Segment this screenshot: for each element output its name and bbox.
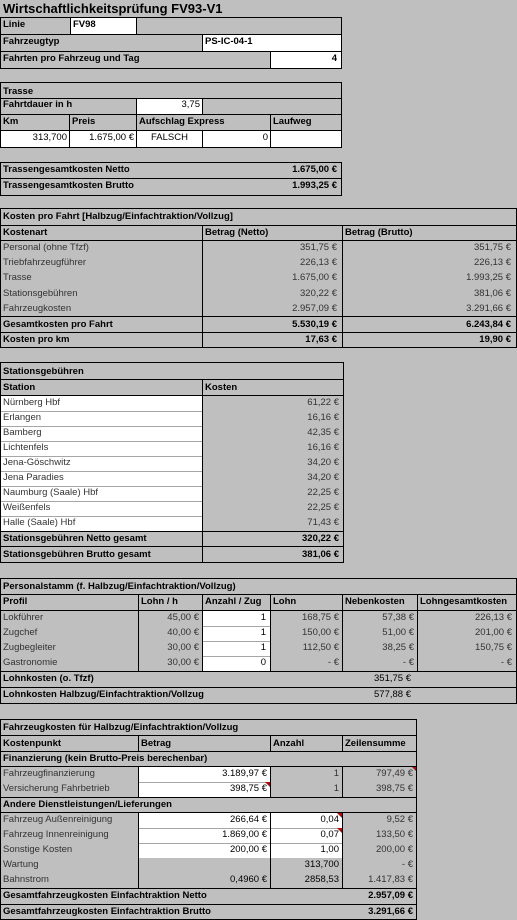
andere-row-anzahl: 313,700 (304, 859, 339, 870)
station-kosten: 34,20 € (307, 457, 339, 468)
grid-line (342, 735, 343, 752)
col-lohn: Lohn (273, 596, 297, 607)
linie-label: Linie (3, 19, 26, 30)
personal-anzahl[interactable]: 1 (260, 642, 266, 653)
andere-row-anzahl: 2858,53 (304, 874, 339, 885)
station-kosten: 71,43 € (307, 517, 339, 528)
grid-line (202, 98, 203, 115)
fahrten-label: Fahrten pro Fahrzeug und Tag (3, 53, 140, 64)
grid-line (0, 208, 517, 209)
personal-neben: - € (402, 657, 414, 668)
andere-row-anzahl[interactable]: 0,07 (320, 829, 339, 840)
fahrten-value[interactable]: 4 (331, 53, 337, 64)
personal-lohn-h: 40,00 € (167, 627, 199, 638)
personal-profil: Zugchef (3, 627, 38, 638)
personal-anzahl[interactable]: 0 (260, 657, 266, 668)
personal-gesamt: - € (500, 657, 512, 668)
col-profil: Profil (3, 596, 28, 607)
personal-anzahl[interactable]: 1 (260, 612, 266, 623)
station-kosten: 22,25 € (307, 487, 339, 498)
trasse-laufweg[interactable]: 0 (262, 132, 268, 143)
kosten-row-brutto: 3.291,66 € (466, 302, 511, 314)
stationen-netto-value: 320,22 € (302, 533, 339, 544)
fin-row-anzahl: 1 (333, 768, 339, 779)
station-name: Jena-Göschwitz (3, 457, 71, 468)
personal-neben: 38,25 € (382, 642, 414, 653)
grid-line (270, 735, 271, 752)
grid-line (416, 719, 417, 920)
grid-line (0, 178, 342, 179)
col-preis: Preis (72, 116, 96, 127)
col-km: Km (3, 116, 19, 127)
kosten-row-netto: 226,13 € (300, 257, 337, 269)
trasse-title: Trasse (3, 86, 34, 97)
fin-row-summe: 398,75 € (376, 783, 413, 794)
kosten-row-brutto: 381,06 € (474, 287, 511, 299)
fin-row-name: Fahrzeugfinanzierung (3, 768, 95, 779)
trasse-preis[interactable]: 1.675,00 € (89, 132, 134, 143)
station-kosten: 22,25 € (307, 502, 339, 513)
kosten-row-brutto: 226,13 € (474, 257, 511, 269)
grid-line (0, 82, 342, 83)
fin-row-name: Versicherung Fahrbetrieb (3, 783, 110, 794)
grid-line (0, 441, 202, 442)
station-name: Lichtenfels (3, 442, 49, 453)
grid-line (270, 51, 271, 68)
col-netto: Betrag (Netto) (205, 227, 269, 238)
grid-line (342, 766, 343, 798)
kosten-title: Kosten pro Fahrt [Halbzug/Einfachtraktion/Vollzug] (3, 211, 233, 222)
grid-line (136, 17, 137, 34)
andere-row-summe: 200,00 € (376, 844, 413, 855)
kosten-row-name: Fahrzeugkosten (3, 302, 72, 314)
personal-neben: 51,00 € (382, 627, 414, 638)
grid-line (0, 362, 1, 563)
kosten-row-netto: 1.675,00 € (292, 272, 337, 284)
col-nebenkosten: Nebenkosten (345, 596, 405, 607)
grid-line (0, 17, 1, 69)
station-name: Naumburg (Saale) Hbf (3, 487, 99, 498)
grid-line (0, 379, 344, 380)
grid-line (139, 843, 342, 844)
grid-line (0, 578, 1, 704)
grid-line (203, 656, 270, 657)
grid-line (0, 17, 342, 18)
kosten-km-brutto: 19,90 € (479, 334, 511, 345)
andere-row-name: Bahnstrom (3, 874, 49, 885)
kosten-row-netto: 2.957,09 € (292, 302, 337, 314)
grid-line (341, 162, 342, 196)
grid-line (139, 828, 342, 829)
fahrtdauer-label: Fahrtdauer in h (3, 99, 73, 110)
grid-line (0, 316, 517, 317)
trasse-brutto-value: 1.993,25 € (292, 180, 337, 191)
kosten-total-brutto: 6.243,84 € (466, 319, 511, 330)
andere-row-name: Sonstige Kosten (3, 844, 73, 855)
personal-profil: Zugbegleiter (3, 642, 56, 653)
grid-line (139, 782, 270, 783)
grid-line (0, 516, 202, 517)
kosten-row-netto: 320,22 € (300, 287, 337, 299)
grid-line (0, 426, 202, 427)
grid-line (0, 195, 342, 196)
lohnkosten-value: 351,75 € (374, 673, 411, 684)
grid-line (270, 766, 271, 798)
grid-line (0, 719, 417, 720)
station-name: Halle (Saale) Hbf (3, 517, 76, 528)
grid-line (138, 812, 139, 889)
col-fz-anzahl: Anzahl (273, 738, 305, 749)
grid-line (342, 594, 343, 672)
andere-row-summe: 1.417,83 € (368, 874, 413, 885)
grid-line (0, 456, 202, 457)
personal-lohn-h: 30,00 € (167, 642, 199, 653)
col-kosten: Kosten (205, 382, 238, 393)
trasse-netto-value: 1.675,00 € (292, 164, 337, 175)
station-name: Erlangen (3, 412, 42, 423)
fahrzeug-netto-label: Gesamtfahrzeugkosten Einfachtraktion Netto (3, 890, 207, 901)
grid-line (203, 626, 270, 627)
station-name: Jena Paradies (3, 472, 64, 483)
grid-line (138, 735, 139, 752)
personal-gesamt: 201,00 € (475, 627, 512, 638)
grid-line (0, 82, 1, 148)
andere-title: Andere Dienstleistungen/Lieferungen (3, 799, 172, 810)
col-betrag: Betrag (141, 738, 172, 749)
fin-row-betrag[interactable]: 3.189,97 € (222, 768, 267, 779)
col-kostenart: Kostenart (3, 227, 48, 238)
grid-line (270, 594, 271, 672)
linie-value[interactable]: FV98 (73, 19, 96, 30)
grid-line (0, 471, 202, 472)
fin-row-betrag[interactable]: 398,75 € (230, 783, 267, 794)
grid-line (138, 594, 139, 672)
station-kosten: 34,20 € (307, 472, 339, 483)
stationen-brutto-label: Stationsgebühren Brutto gesamt (3, 549, 151, 560)
personal-lohn: - € (327, 657, 339, 668)
fahrzeug-brutto-value: 3.291,66 € (368, 906, 413, 917)
kosten-row-name: Personal (ohne Tfzf) (3, 242, 89, 253)
stationen-title: Stationsgebühren (3, 366, 84, 377)
andere-row-summe: 133,50 € (376, 829, 413, 840)
andere-row-anzahl[interactable]: 1,00 (320, 844, 339, 855)
col-anzahl: Anzahl / Zug (205, 596, 262, 607)
kosten-total-netto: 5.530,19 € (292, 319, 337, 330)
station-kosten: 16,16 € (307, 442, 339, 453)
grid-line (0, 578, 517, 579)
kosten-km-label: Kosten pro km (3, 334, 70, 345)
personal-gesamt: 226,13 € (475, 612, 512, 623)
grid-line (0, 162, 342, 163)
kosten-row-brutto: 1.993,25 € (466, 272, 511, 284)
grid-line (270, 812, 271, 889)
kosten-km-netto: 17,63 € (305, 334, 337, 345)
andere-row-betrag[interactable]: 200,00 € (230, 844, 267, 855)
fahrzeug-netto-value: 2.957,09 € (368, 890, 413, 901)
col-station: Station (3, 382, 36, 393)
grid-line (341, 17, 342, 69)
grid-line (270, 114, 271, 148)
stationen-netto-label: Stationsgebühren Netto gesamt (3, 533, 147, 544)
grid-line (0, 546, 344, 547)
grid-line (0, 114, 342, 115)
grid-line (0, 347, 517, 348)
col-zeilensumme: Zeilensumme (345, 738, 406, 749)
fahrzeugtyp-value[interactable]: PS-IC-04-1 (205, 36, 253, 47)
grid-line (202, 225, 203, 348)
kosten-row-name: Stationsgebühren (3, 287, 78, 299)
personal-gesamt: 150,75 € (475, 642, 512, 653)
andere-row-summe: 9,52 € (386, 814, 413, 825)
personal-profil: Gastronomie (3, 657, 58, 668)
col-kostenpunkt: Kostenpunkt (3, 738, 62, 749)
andere-row-betrag: 0,4960 € (230, 874, 267, 885)
grid-line (342, 225, 343, 348)
grid-line (0, 411, 202, 412)
lohnkosten-halbzug-value: 577,88 € (374, 689, 411, 700)
grid-line (0, 147, 342, 148)
col-brutto: Betrag (Brutto) (345, 227, 413, 238)
andere-row-name: Wartung (3, 859, 39, 870)
fahrzeugtyp-label: Fahrzeugtyp (3, 36, 60, 47)
fahrzeug-brutto-label: Gesamtfahrzeugkosten Einfachtraktion Brutto (3, 906, 211, 917)
grid-line (341, 82, 342, 148)
grid-line (0, 501, 202, 502)
fin-row-anzahl: 1 (333, 783, 339, 794)
andere-row-betrag[interactable]: 1.869,00 € (222, 829, 267, 840)
station-name: Bamberg (3, 427, 42, 438)
personal-lohn: 150,00 € (302, 627, 339, 638)
andere-row-betrag[interactable]: 266,64 € (230, 814, 267, 825)
grid-line (0, 562, 344, 563)
andere-row-anzahl[interactable]: 0,04 (320, 814, 339, 825)
personal-neben: 57,38 € (382, 612, 414, 623)
grid-line (138, 766, 139, 798)
fin-row-summe: 797,49 € (376, 768, 413, 779)
col-laufweg: Laufweg (273, 116, 312, 127)
personal-lohn-h: 30,00 € (167, 657, 199, 668)
grid-line (0, 98, 342, 99)
grid-line (0, 68, 342, 69)
grid-line (342, 812, 343, 889)
trasse-brutto-label: Trassengesamtkosten Brutto (3, 180, 134, 191)
kosten-total-label: Gesamtkosten pro Fahrt (3, 319, 113, 330)
trasse-netto-label: Trassengesamtkosten Netto (3, 164, 130, 175)
station-kosten: 42,35 € (307, 427, 339, 438)
grid-line (417, 594, 418, 672)
grid-line (202, 594, 203, 672)
andere-row-name: Fahrzeug Innenreinigung (3, 829, 109, 840)
andere-row-summe: - € (401, 859, 413, 870)
grid-line (0, 208, 1, 348)
andere-row-name: Fahrzeug Außenreinigung (3, 814, 113, 825)
trasse-km[interactable]: 313,700 (32, 132, 67, 143)
grid-line (0, 51, 342, 52)
lohnkosten-label: Lohnkosten (o. Tfzf) (3, 673, 94, 684)
grid-line (202, 379, 203, 563)
trasse-aufschlag[interactable]: FALSCH (151, 132, 188, 143)
kosten-row-brutto: 351,75 € (474, 242, 511, 253)
kosten-row-name: Triebfahrzeugführer (3, 257, 87, 269)
personal-anzahl[interactable]: 1 (260, 627, 266, 638)
station-name: Weißenfels (3, 502, 51, 513)
grid-line (136, 98, 137, 147)
grid-line (0, 162, 1, 196)
trasse-laufweg-empty[interactable] (271, 131, 341, 146)
personal-lohn: 168,75 € (302, 612, 339, 623)
grid-line (0, 130, 342, 131)
grid-line (0, 362, 344, 363)
grid-line (0, 486, 202, 487)
grid-line (0, 703, 517, 704)
grid-line (343, 362, 344, 563)
stationen-brutto-value: 381,06 € (302, 549, 339, 560)
station-name: Nürnberg Hbf (3, 397, 61, 408)
col-lohngesamt: Lohngesamtkosten (420, 596, 508, 607)
grid-line (202, 130, 203, 147)
personal-lohn: 112,50 € (302, 642, 339, 653)
grid-line (70, 17, 71, 34)
kosten-row-netto: 351,75 € (300, 242, 337, 253)
lohnkosten-halbzug-label: Lohnkosten Halbzug/Einfachtraktion/Vollzug (3, 689, 204, 700)
grid-line (0, 225, 517, 226)
personal-lohn-h: 45,00 € (167, 612, 199, 623)
andere-row-betrag (139, 858, 269, 873)
col-lohn-h: Lohn / h (141, 596, 178, 607)
grid-line (69, 114, 70, 148)
personal-profil: Lokführer (3, 612, 44, 623)
station-kosten: 61,22 € (307, 397, 339, 408)
kosten-row-name: Trasse (3, 272, 32, 284)
grid-line (202, 34, 203, 51)
fahrzeug-title: Fahrzeugkosten für Halbzug/Einfachtraktion/Vollzug (3, 722, 239, 733)
col-aufschlag: Aufschlag Express (139, 116, 225, 127)
fahrtdauer-value[interactable]: 3,75 (181, 99, 200, 110)
grid-line (0, 735, 417, 736)
page-title: Wirtschaftlichkeitsprüfung FV93-V1 (3, 1, 223, 16)
grid-line (0, 34, 342, 35)
station-kosten: 16,16 € (307, 412, 339, 423)
finanzierung-title: Finanzierung (kein Brutto-Preis berechenbar) (3, 753, 208, 764)
grid-line (203, 641, 270, 642)
personal-title: Personalstamm (f. Halbzug/Einfachtraktion/Vollzug) (3, 581, 236, 592)
grid-line (0, 719, 1, 920)
